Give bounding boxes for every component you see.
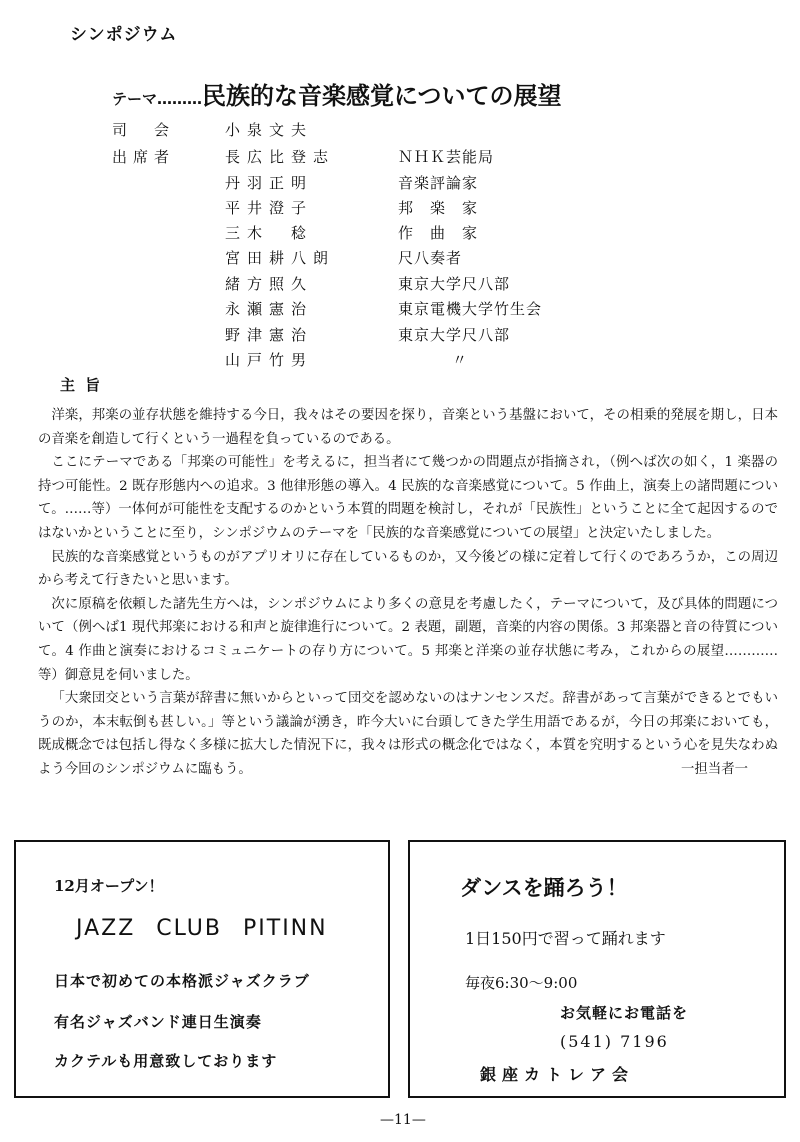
ad-organization: 銀座カトレア会 (480, 1065, 635, 1084)
section-label: シンポジウム (70, 25, 178, 45)
participant-name: 三木 稔 (225, 224, 314, 242)
ad-phone: (541) 7196 (560, 1032, 669, 1051)
participant-name: 小泉文夫 (225, 121, 314, 139)
ad-hours: 毎夜6:30〜9:00 (465, 974, 578, 992)
participant-affiliation: 音楽評論家 (398, 174, 479, 192)
ad-headline: ダンスを踊ろう！ (460, 875, 628, 900)
participant-role: 出席者 (112, 148, 176, 166)
ad-club-name: JAZZ CLUB PITINN (76, 916, 328, 941)
paragraph: 次に原稿を依頼した諸先生方へは，シンポジウムにより多くの意見を考慮したく，テーマについて，及び具体的問題について（例へば1 現代邦楽における和声と旋律進行について。2 表題，副題，音楽的内容の関係。3 邦楽器と音の待質について。4 作曲と演奏におけるコミュニケートの存り方について。5 邦楽と洋楽の並存状態に考み，これからの展望…………等）御意見を伺いました。 (38, 596, 778, 683)
participant-affiliation: 邦 楽 家 (398, 199, 479, 217)
ad-text-line: 日本で初めての本格派ジャズクラブ (54, 972, 310, 990)
participant-role: 司 会 (112, 121, 176, 139)
ad-text-line: カクテルも用意致しております (54, 1052, 278, 1070)
theme-text: 民族的な音楽感覚についての展望 (202, 81, 562, 110)
participant-name: 山戸竹男 (225, 351, 314, 369)
participant-affiliation: 東京電機大学竹生会 (398, 300, 543, 318)
participant-name: 野津憲治 (225, 326, 314, 344)
participant-affiliation: 東京大学尺八部 (398, 275, 511, 293)
participant-name: 平井澄子 (225, 199, 314, 217)
participant-affiliation: 東京大学尺八部 (398, 326, 511, 344)
paragraph: ここにテーマである「邦楽の可能性」を考えるに，担当者にて幾つかの問題点が指摘され，（例へば次の如く，1 楽器の持つ可能性。2 既存形態内への追求。3 他律形態の導入。4 民族的な音楽感覚について。5 作曲上，演奏上の諸問題について。……等）一体何が可能性を支配するのかという本質的問題を検討し，それが「民族性」ということに全て起因するのではないかということに至り，シンポジウムのテーマを「民族的な音楽感覚についての展望」と決定いたしました。 (38, 455, 778, 541)
participant-name: 丹羽正明 (225, 174, 314, 192)
paragraph: 「大衆団交という言葉が辞書に無いからといって団交を認めないのはナンセンスだ。辞書があって言葉ができるとでもいうのか，本末転倒も甚しい。」等という議論が湧き，昨今大いに台頭してきた学生用語であるが，今日の邦楽においても，既成概念では包括し得なく多様に拡大した情況下に，我々は形式の概念化ではなく，本質を究明するという心を見失なわぬよう今回のシンポジウムに臨もう。 (38, 691, 778, 777)
ad-text-line: お気軽にお電話を (560, 1004, 689, 1022)
theme-title (112, 76, 562, 111)
theme-prefix: テーマ……… (112, 90, 203, 108)
participant-affiliation: 〃 (452, 351, 469, 369)
article-body (38, 404, 778, 782)
signature: 一担当者一 (681, 761, 748, 777)
paragraph: 民族的な音楽感覚というものがアプリオリに存在しているものか，又今後どの様に定着して行くのであろうか，この周辺から考えて行きたいと思います。 (38, 549, 778, 589)
participant-affiliation: 尺八奏者 (398, 249, 463, 267)
dance-ad (408, 840, 786, 1098)
jazz-club-ad (14, 840, 390, 1098)
page-number: —11— (380, 1112, 426, 1128)
ad-text-line: 有名ジャズバンド連日生演奏 (54, 1013, 262, 1031)
participant-affiliation: 作 曲 家 (398, 224, 479, 242)
participant-name: 緒方照久 (225, 275, 314, 293)
participant-name: 宮田耕八朗 (225, 249, 336, 267)
participant-name: 永瀬憲治 (225, 300, 314, 318)
participant-name: 長広比登志 (225, 148, 336, 166)
ad-text-line: 1日150円で習って踊れます (465, 929, 666, 948)
ad-opening-note: 12月オープン！ (54, 877, 164, 895)
summary-heading: 主旨 (60, 376, 111, 394)
paragraph: 洋楽，邦楽の並存状態を維持する今日，我々はその要因を探り，音楽という基盤において，その相乗的発展を期し，日本の音楽を創造して行くという一過程を負っているのである。 (38, 408, 778, 447)
participant-affiliation: ＮＨＫ芸能局 (398, 148, 495, 166)
